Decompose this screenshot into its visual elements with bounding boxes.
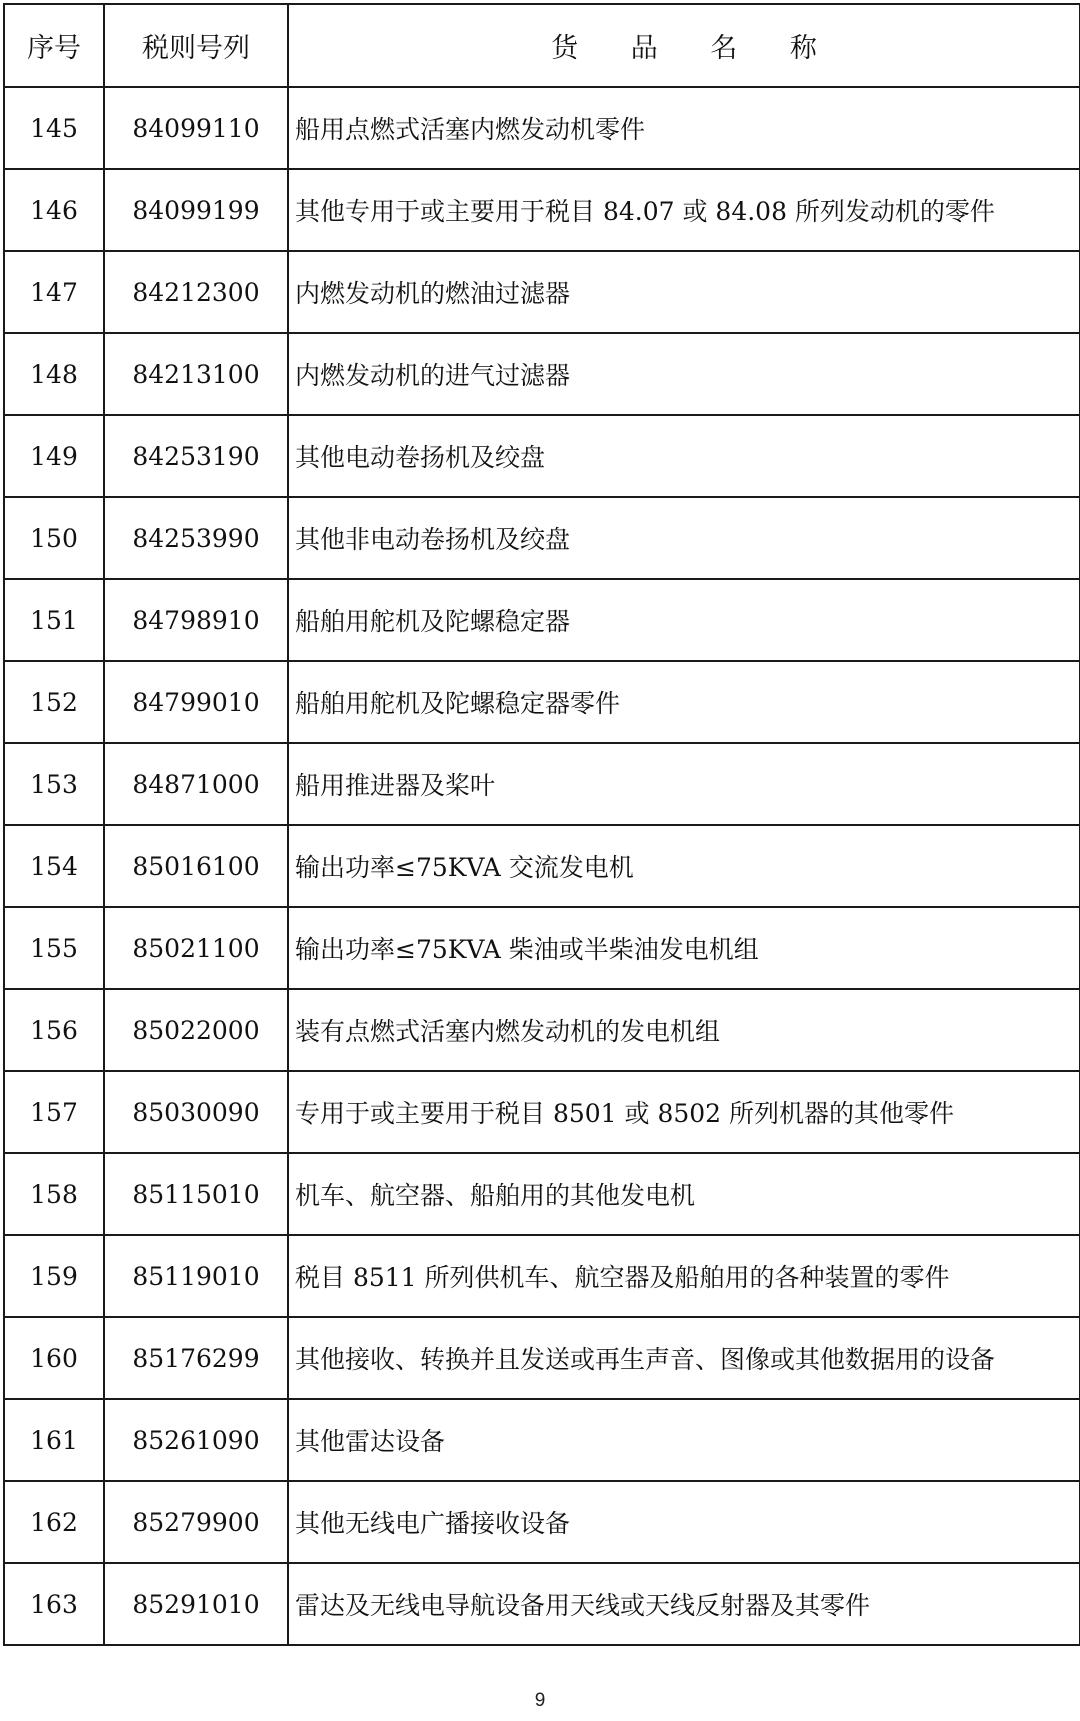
cell-tariff-code: 85030090 (104, 1071, 288, 1153)
cell-goods-name: 输出功率≤75KVA 交流发电机 (288, 825, 1080, 907)
cell-seq: 158 (4, 1153, 104, 1235)
cell-seq: 148 (4, 333, 104, 415)
table-row (4, 825, 1080, 907)
cell-tariff-code: 84099110 (104, 87, 288, 169)
tariff-table (3, 3, 1080, 1646)
cell-goods-name: 内燃发动机的进气过滤器 (288, 333, 1080, 415)
cell-tariff-code: 84798910 (104, 579, 288, 661)
cell-seq: 162 (4, 1481, 104, 1563)
table-body (4, 87, 1080, 1645)
table-row (4, 333, 1080, 415)
cell-tariff-code: 84253190 (104, 415, 288, 497)
table-row (4, 1153, 1080, 1235)
cell-goods-name: 雷达及无线电导航设备用天线或天线反射器及其零件 (288, 1563, 1080, 1645)
cell-seq: 160 (4, 1317, 104, 1399)
table-row (4, 1399, 1080, 1481)
cell-tariff-code: 85176299 (104, 1317, 288, 1399)
table-row (4, 1071, 1080, 1153)
cell-tariff-code: 84099199 (104, 169, 288, 251)
table-row (4, 1481, 1080, 1563)
table-row (4, 497, 1080, 579)
table-header (4, 4, 1080, 87)
cell-goods-name: 船用点燃式活塞内燃发动机零件 (288, 87, 1080, 169)
table-row (4, 1317, 1080, 1399)
cell-goods-name: 其他专用于或主要用于税目 84.07 或 84.08 所列发动机的零件 (288, 169, 1080, 251)
page-number: 9 (534, 1690, 546, 1711)
cell-tariff-code: 85261090 (104, 1399, 288, 1481)
cell-tariff-code: 84212300 (104, 251, 288, 333)
cell-tariff-code: 84213100 (104, 333, 288, 415)
cell-seq: 149 (4, 415, 104, 497)
header-code: 税则号列 (104, 4, 288, 87)
cell-goods-name: 机车、航空器、船舶用的其他发电机 (288, 1153, 1080, 1235)
cell-seq: 155 (4, 907, 104, 989)
header-seq: 序号 (4, 4, 104, 87)
table-row (4, 169, 1080, 251)
cell-goods-name: 其他无线电广播接收设备 (288, 1481, 1080, 1563)
table-row (4, 1235, 1080, 1317)
cell-seq: 154 (4, 825, 104, 907)
table-row (4, 907, 1080, 989)
cell-seq: 151 (4, 579, 104, 661)
cell-seq: 147 (4, 251, 104, 333)
cell-goods-name: 税目 8511 所列供机车、航空器及船舶用的各种装置的零件 (288, 1235, 1080, 1317)
cell-goods-name: 船用推进器及桨叶 (288, 743, 1080, 825)
cell-tariff-code: 85279900 (104, 1481, 288, 1563)
cell-goods-name: 船舶用舵机及陀螺稳定器 (288, 579, 1080, 661)
cell-goods-name: 船舶用舵机及陀螺稳定器零件 (288, 661, 1080, 743)
table-row (4, 661, 1080, 743)
cell-tariff-code: 85022000 (104, 989, 288, 1071)
cell-seq: 145 (4, 87, 104, 169)
table-row (4, 579, 1080, 661)
cell-seq: 146 (4, 169, 104, 251)
cell-seq: 150 (4, 497, 104, 579)
cell-seq: 152 (4, 661, 104, 743)
cell-seq: 161 (4, 1399, 104, 1481)
cell-tariff-code: 85016100 (104, 825, 288, 907)
cell-seq: 157 (4, 1071, 104, 1153)
cell-tariff-code: 85291010 (104, 1563, 288, 1645)
cell-tariff-code: 84799010 (104, 661, 288, 743)
table-row (4, 743, 1080, 825)
cell-tariff-code: 84253990 (104, 497, 288, 579)
cell-seq: 163 (4, 1563, 104, 1645)
cell-tariff-code: 85021100 (104, 907, 288, 989)
header-name: 货 品 名 称 (288, 4, 1080, 87)
header-row (4, 4, 1080, 87)
cell-tariff-code: 85119010 (104, 1235, 288, 1317)
cell-goods-name: 输出功率≤75KVA 柴油或半柴油发电机组 (288, 907, 1080, 989)
table-row (4, 415, 1080, 497)
cell-goods-name: 专用于或主要用于税目 8501 或 8502 所列机器的其他零件 (288, 1071, 1080, 1153)
table-row (4, 87, 1080, 169)
cell-tariff-code: 84871000 (104, 743, 288, 825)
cell-goods-name: 内燃发动机的燃油过滤器 (288, 251, 1080, 333)
cell-goods-name: 其他接收、转换并且发送或再生声音、图像或其他数据用的设备 (288, 1317, 1080, 1399)
cell-seq: 159 (4, 1235, 104, 1317)
cell-seq: 156 (4, 989, 104, 1071)
cell-goods-name: 装有点燃式活塞内燃发动机的发电机组 (288, 989, 1080, 1071)
table-row (4, 989, 1080, 1071)
table-row (4, 1563, 1080, 1645)
table-row (4, 251, 1080, 333)
cell-tariff-code: 85115010 (104, 1153, 288, 1235)
cell-seq: 153 (4, 743, 104, 825)
cell-goods-name: 其他雷达设备 (288, 1399, 1080, 1481)
cell-goods-name: 其他非电动卷扬机及绞盘 (288, 497, 1080, 579)
cell-goods-name: 其他电动卷扬机及绞盘 (288, 415, 1080, 497)
